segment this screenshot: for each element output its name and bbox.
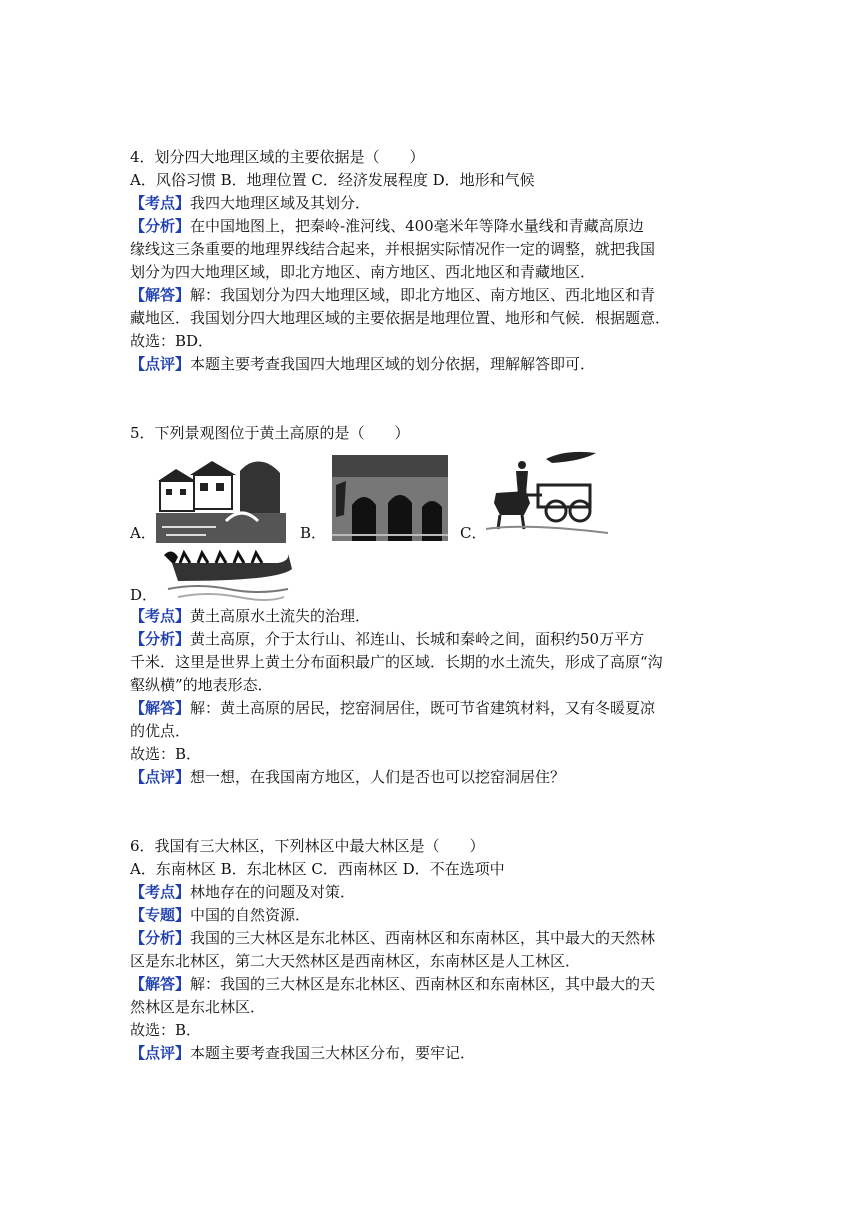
question-6 — [130, 835, 730, 1065]
q5-image-row-2 — [130, 547, 730, 605]
q5-jieda-tag: 【解答】 — [130, 699, 191, 717]
q6-dianping-tag: 【点评】 — [130, 1044, 191, 1062]
q4-jieda-tag: 【解答】 — [130, 286, 191, 304]
q6-zhuanti: 中国的自然资源． — [190, 906, 311, 924]
horse-cart-image — [486, 445, 608, 543]
q5-option-a-label: A． — [130, 524, 156, 542]
dragon-boat-image — [158, 547, 292, 603]
question-4 — [130, 146, 730, 376]
q4-answer: 故选：BD． — [130, 332, 214, 350]
q4-jieda-1: 解：我国划分为四大地理区域，即北方地区、南方地区、西北地区和青 — [190, 286, 656, 304]
q4-fenxi-3: 划分为四大地理区域，即北方地区、南方地区、西北地区和青藏地区． — [130, 263, 596, 281]
q6-kaodian-tag: 【考点】 — [130, 883, 191, 901]
q6-options: A．东南林区 B．东北林区 C．西南林区 D．不在选项中 — [130, 860, 505, 878]
q5-fenxi-1: 黄土高原，介于太行山、祁连山、长城和秦岭之间，面积约50万平方 — [190, 630, 645, 648]
q6-dianping: 本题主要考查我国三大林区分布，要牢记． — [190, 1044, 476, 1062]
q4-fenxi-1: 在中国地图上，把秦岭-淮河线、400毫米年等降水量线和青藏高原边 — [190, 217, 644, 235]
q5-dianping-tag: 【点评】 — [130, 768, 191, 786]
q5-kaodian: 黄土高原水土流失的治理． — [190, 607, 371, 625]
question-5 — [130, 422, 730, 789]
q5-jieda-1: 解：黄土高原的居民，挖窑洞居住，既可节省建筑材料，又有冬暖夏凉 — [190, 699, 656, 717]
q6-kaodian: 林地存在的问题及对策． — [190, 883, 356, 901]
q6-stem: 6．我国有三大林区，下列林区中最大林区是（ ） — [130, 837, 485, 855]
q5-option-b-label: B． — [300, 524, 327, 542]
q4-jieda-2: 藏地区．我国划分四大地理区域的主要依据是地理位置、地形和气候．根据题意． — [130, 309, 671, 327]
q5-option-d-label: D． — [130, 586, 158, 604]
cave-dwelling-image — [332, 455, 448, 541]
q6-zhuanti-tag: 【专题】 — [130, 906, 191, 924]
q6-jieda-1: 解：我国的三大林区是东北林区、西南林区和东南林区，其中最大的天 — [190, 975, 656, 993]
water-town-image — [156, 451, 286, 543]
q4-fenxi-tag: 【分析】 — [130, 217, 191, 235]
q5-kaodian-tag: 【考点】 — [130, 607, 191, 625]
q5-fenxi-tag: 【分析】 — [130, 630, 191, 648]
q6-jieda-2: 然林区是东北林区． — [130, 998, 266, 1016]
q5-image-row — [130, 451, 730, 543]
q4-stem: 4．划分四大地理区域的主要依据是（ ） — [130, 148, 425, 166]
q5-dianping: 想一想，在我国南方地区，人们是否也可以挖窑洞居住？ — [190, 768, 566, 786]
q4-options: A．风俗习惯 B．地理位置 C．经济发展程度 D．地形和气候 — [130, 171, 535, 189]
q4-fenxi-2: 缘线这三条重要的地理界线结合起来，并根据实际情况作一定的调整，就把我国 — [130, 240, 656, 258]
q6-answer: 故选：B． — [130, 1021, 202, 1039]
q5-stem: 5．下列景观图位于黄土高原的是（ ） — [130, 424, 410, 442]
q4-dianping-tag: 【点评】 — [130, 355, 191, 373]
q6-jieda-tag: 【解答】 — [130, 975, 191, 993]
q4-kaodian: 我四大地理区域及其划分． — [190, 194, 371, 212]
q6-fenxi-1: 我国的三大林区是东北林区、西南林区和东南林区，其中最大的天然林 — [190, 929, 656, 947]
q5-option-c-label: C． — [460, 524, 487, 542]
q5-fenxi-2: 千米．这里是世界上黄土分布面积最广的区域．长期的水土流失，形成了高原“沟 — [130, 653, 663, 671]
q6-fenxi-2: 区是东北林区，第二大天然林区是西南林区，东南林区是人工林区． — [130, 952, 581, 970]
document-page — [130, 146, 730, 1065]
q4-kaodian-tag: 【考点】 — [130, 194, 191, 212]
q5-jieda-2: 的优点． — [130, 722, 191, 740]
q6-fenxi-tag: 【分析】 — [130, 929, 191, 947]
q4-dianping: 本题主要考查我国四大地理区域的划分依据，理解解答即可． — [190, 355, 596, 373]
q5-fenxi-3: 壑纵横”的地表形态． — [130, 676, 273, 694]
q5-answer: 故选：B． — [130, 745, 202, 763]
